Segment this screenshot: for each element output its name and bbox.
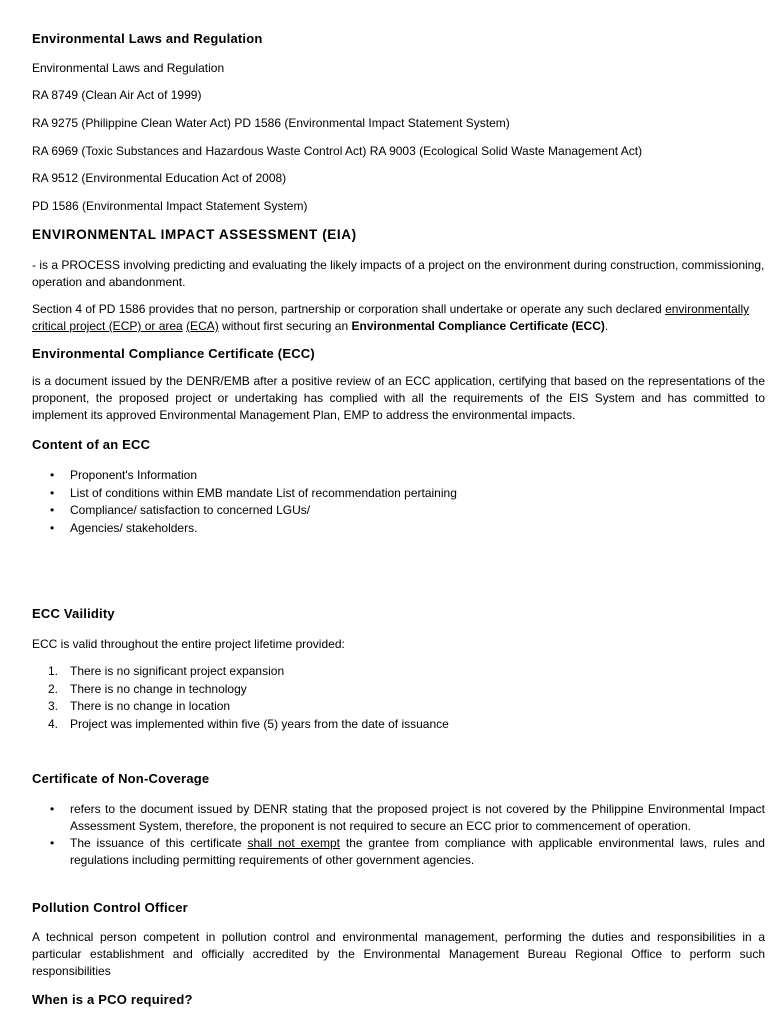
list-number: 3. — [48, 699, 59, 713]
law-line: RA 9275 (Philippine Clean Water Act) PD 1586 (Environmental Impact Statement System) — [32, 116, 510, 130]
validity-intro: ECC is valid throughout the entire project lifetime provided: — [32, 637, 345, 651]
list-item: 4. Project was implemented within five (5) years from the date of issuance — [32, 716, 765, 734]
validity-heading: ECC Vailidity — [32, 606, 115, 621]
content-list — [32, 467, 765, 537]
list-number: 2. — [48, 681, 59, 696]
validity-list — [32, 663, 765, 733]
law-line: PD 1586 (Environmental Impact Statement System) — [32, 199, 308, 213]
section4-period: . — [604, 319, 609, 333]
eia-section4-paragraph — [32, 301, 765, 335]
law-line: RA 8749 (Clean Air Act of 1999) — [32, 88, 202, 102]
list-item: 1. There is no significant project expansion — [32, 663, 765, 681]
cnc-heading: Certificate of Non-Coverage — [32, 771, 210, 786]
ecc-heading: Environmental Compliance Certificate (ECC) — [32, 346, 315, 361]
eia-heading: ENVIRONMENTAL IMPACT ASSESSMENT (EIA) — [32, 227, 357, 242]
list-number: 4. — [48, 716, 59, 731]
list-number: 1. — [48, 664, 59, 678]
content-heading: Content of an ECC — [32, 437, 151, 452]
page-title: Environmental Laws and Regulation — [32, 31, 263, 46]
bullet: • — [50, 485, 55, 500]
bullet: • — [50, 468, 55, 482]
section4-text-2: without first securing an — [222, 319, 349, 333]
pco-required-heading: When is a PCO required? — [32, 992, 193, 1007]
law-line: RA 9512 (Environmental Education Act of 2008) — [32, 171, 287, 185]
list-item: • Proponent's Information — [32, 467, 765, 485]
list-item: • Compliance/ satisfaction to concerned LGUs/ — [32, 502, 765, 520]
bullet: • — [50, 802, 55, 816]
ecc-paragraph: is a document issued by the DENR/EMB after a positive review of an ECC application, certifying that based on the representations of the proponent, the proposed project or undertaking has complied with all the requirements of the EIS System and has committed to implement its approved Environmental Management Plan, EMP to address the environmental impacts. — [32, 374, 765, 422]
cnc-list — [32, 801, 765, 869]
bullet: • — [50, 520, 55, 535]
bullet: • — [50, 836, 55, 850]
law-line: Environmental Laws and Regulation — [32, 61, 225, 75]
list-item: 2. There is no change in technology — [32, 681, 765, 699]
list-item: 3. There is no change in location — [32, 698, 765, 716]
law-line: RA 6969 (Toxic Substances and Hazardous Waste Control Act) RA 9003 (Ecological Solid Waste Management Act) — [32, 144, 643, 158]
eca-term: (ECA) — [186, 319, 219, 333]
pco-paragraph: A technical person competent in pollution control and environmental management, performing the duties and responsibilities in a particular establishment and officially accredited by the Environmental Management Bureau Regional Office to perform such responsibilities — [32, 930, 765, 978]
list-item: • refers to the document issued by DENR stating that the proposed project is not covered by the Philippine Environmental Impact Assessment System, therefore, the proponent is not required to secure an ECC prior to commencement of operation. — [50, 802, 765, 833]
section4-text: Section 4 of PD 1586 provides that no person, partnership or corporation shall undertake or operate any such declared — [32, 302, 662, 316]
shall-not-exempt-term: shall not exempt — [247, 836, 340, 850]
list-item: • The issuance of this certificate shall not exempt the grantee from compliance with applicable environmental laws, rules and regulations including permitting requirements of other government agencies. — [50, 836, 765, 867]
ecp-term: environmentally critical project (ECP) or area — [32, 302, 750, 333]
ecc-term: Environmental Compliance Certificate (ECC) — [351, 319, 605, 333]
pco-heading: Pollution Control Officer — [32, 900, 188, 915]
list-item: • Agencies/ stakeholders. — [32, 520, 765, 538]
list-item: • List of conditions within EMB mandate List of recommendation pertaining — [32, 485, 765, 503]
bullet: • — [50, 503, 55, 517]
eia-definition: - is a PROCESS involving predicting and evaluating the likely impacts of a project on the environment during construction, commissioning, operation and abandonment. — [32, 258, 765, 289]
